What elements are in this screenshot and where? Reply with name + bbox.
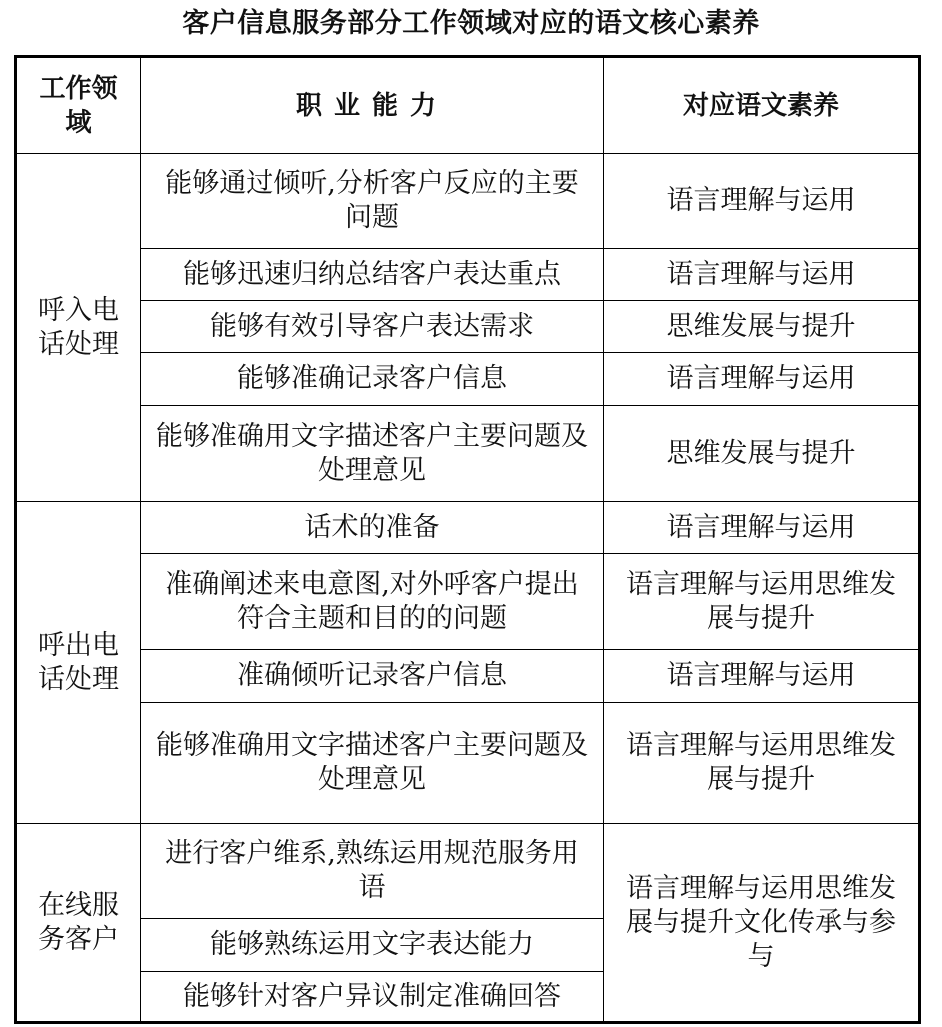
- ability-cell: 进行客户维系,熟练运用规范服务用语: [141, 824, 604, 919]
- literacy-cell: 思维发展与提升: [604, 301, 920, 353]
- literacy-cell: 语言理解与运用: [604, 154, 920, 249]
- table-row: [16, 353, 920, 406]
- work-area-cell: 在线服务客户: [16, 824, 141, 1023]
- ability-cell: 准确倾听记录客户信息: [141, 650, 604, 703]
- competency-table: [14, 55, 921, 1024]
- table-row: [16, 502, 920, 554]
- table-row: [16, 554, 920, 650]
- header-row: [16, 57, 920, 154]
- literacy-cell: 语言理解与运用思维发展与提升: [604, 703, 920, 824]
- ability-cell: 准确阐述来电意图,对外呼客户提出符合主题和目的的问题: [141, 554, 604, 650]
- literacy-cell: 语言理解与运用: [604, 249, 920, 301]
- literacy-cell: 思维发展与提升: [604, 406, 920, 502]
- ability-cell: 能够熟练运用文字表达能力: [141, 919, 604, 972]
- ability-cell: 能够针对客户异议制定准确回答: [141, 972, 604, 1023]
- table-row: [16, 650, 920, 703]
- literacy-cell: 语言理解与运用: [604, 650, 920, 703]
- table-row: [16, 154, 920, 249]
- header-literacy: 对应语文素养: [604, 57, 920, 154]
- table-row: [16, 301, 920, 353]
- work-area-cell: 呼入电话处理: [16, 154, 141, 502]
- header-work-area: 工作领域: [16, 57, 141, 154]
- ability-cell: 能够准确用文字描述客户主要问题及处理意见: [141, 703, 604, 824]
- table-row: [16, 406, 920, 502]
- literacy-cell: 语言理解与运用: [604, 502, 920, 554]
- work-area-cell: 呼出电话处理: [16, 502, 141, 824]
- table-row: [16, 824, 920, 919]
- literacy-cell: 语言理解与运用思维发展与提升: [604, 554, 920, 650]
- ability-cell: 能够迅速归纳总结客户表达重点: [141, 249, 604, 301]
- ability-cell: 能够准确用文字描述客户主要问题及处理意见: [141, 406, 604, 502]
- header-professional-ability: 职业能力: [141, 57, 604, 154]
- ability-cell: 话术的准备: [141, 502, 604, 554]
- literacy-cell: 语言理解与运用思维发展与提升文化传承与参与: [604, 824, 920, 1023]
- ability-cell: 能够通过倾听,分析客户反应的主要问题: [141, 154, 604, 249]
- table-row: [16, 249, 920, 301]
- table-row: [16, 703, 920, 824]
- literacy-cell: 语言理解与运用: [604, 353, 920, 406]
- ability-cell: 能够有效引导客户表达需求: [141, 301, 604, 353]
- table-title: 客户信息服务部分工作领域对应的语文核心素养: [182, 8, 760, 39]
- ability-cell: 能够准确记录客户信息: [141, 353, 604, 406]
